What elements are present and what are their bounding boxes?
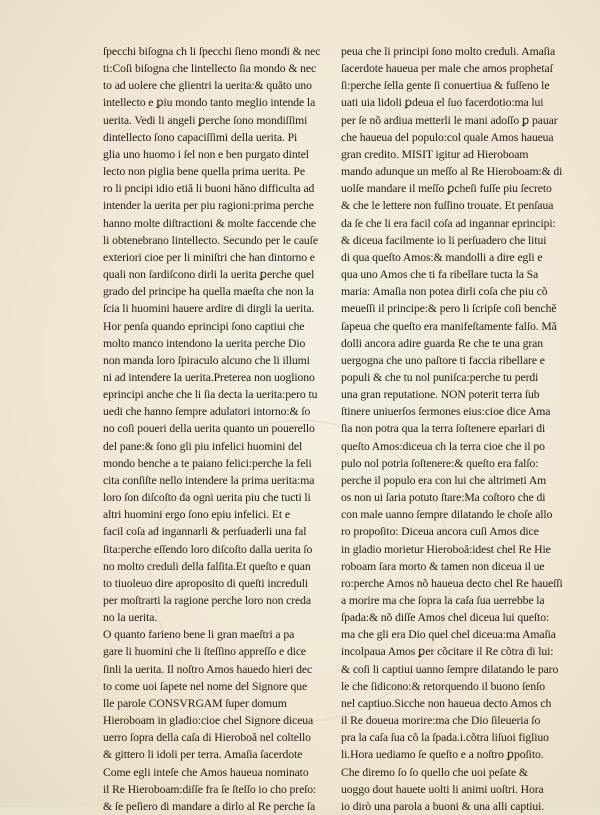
text-line: uerita. Vedi li angeli ꝑerche ſono mondiſſimi [103, 113, 308, 127]
text-line: no molto creduli della falſita.Et queſto e quan [103, 559, 311, 573]
text-line: io dirò una parola a buoni & una alli captiui. [341, 799, 545, 813]
text-line: no la uerita. [103, 611, 158, 625]
text-line: Come egli inteſe che Amos haueua nominato [103, 765, 309, 779]
text-line: ſtinere uniuerſos ſermones eius:cioe dice Ama [341, 405, 551, 419]
text-line: ſpada:& nõ diſſe Amos chel diceua lui queſto: [341, 611, 550, 625]
text-line: ſapeua che queſto era manifeſtamente falſo. Mă [341, 319, 557, 333]
text-line: mondo benche a te paiano felici:perche la feli [103, 456, 312, 470]
text-line: ſia non potra qua la terra ſoſtenere eparlari di [341, 422, 546, 436]
text-line: per moſtrarti la ragione perche loro non creda [103, 594, 311, 607]
text-line: ti:Coſi biſogna che lintellecto ſia mondo & nec [103, 62, 317, 76]
text-line: ſcia li huomini hauere ardire di dirgli la uerita. [103, 302, 315, 316]
text-line: uerro ſopra della caſa di Hieroboă nel coltello [103, 731, 311, 745]
text-line: cita conſiſte nello intendere la prima uerita:ma [103, 473, 315, 487]
text-line: li obtenebrano lintellecto. Secundo per le cauſe [103, 233, 318, 247]
text-line: incolpaua Amos ꝑer cõcitare il Re cõtra di lui: [341, 645, 554, 659]
text-line: perche il populo era con lui che altrimeti Am [341, 473, 547, 487]
text-line: ro li pncipi idio etiă li buoni hăno difficulta ad [103, 182, 315, 196]
text-line: lle parole CONSVRGAM ſuper domum [103, 696, 287, 710]
text-line: dintellecto ſono capaciſſimi della uerita. Pi [103, 130, 298, 144]
text-line: glia uno huomo i ſel non e ben purgato dintel [103, 147, 309, 161]
text-line: ma che gli era Dio quel chel diceua:ma Amaſia [341, 628, 556, 642]
text-line: & gittero li idoli per terra. Amaſia ſacerdote [103, 748, 303, 762]
text-line: qua uno Amos che ti fa ribellare tucta la Sa [341, 268, 539, 282]
text-line: altri huomini ergo ſono epiu infelici. Et e [103, 508, 290, 522]
right-text-column [341, 43, 571, 815]
text-line: che haueua del populo:col quale Amos haueua [341, 130, 554, 144]
text-line: non manda loro ſpiraculo alcuno che li illumi [103, 353, 310, 367]
text-line: in gladio morietur Hieroboă:idest chel Re Hie [341, 542, 551, 556]
text-line: meueſſi il principe:& pero li ſcripſe coſi benchĕ [341, 302, 557, 316]
text-line: facil coſa ad ingannarli & perſuaderli una fal [103, 525, 307, 539]
text-line: uati uia lidoli ꝑdeua el ſuo facerdotio:ma lui [341, 96, 544, 110]
text-line: ſacerdote haueua per male che amos prophetaſ [341, 62, 553, 76]
text-line: uergogna che uno paſtore ti faccia ribellare e [341, 353, 545, 367]
text-line: queſto Amos:diceua ch la terra cioe che il po [341, 439, 545, 453]
text-line: maria: Amaſia non potea dirli coſa che piu cõ [341, 285, 548, 299]
text-line: dolli ancora adire guarda Re che te una gran [341, 336, 543, 350]
left-text-column [103, 43, 325, 815]
text-line: del pane:& ſono gli piu infelici huomini del [103, 439, 303, 453]
text-line: a morire ma che ſopra la caſa ſua uerrebbe la [341, 594, 545, 607]
text-line: & coſi li captiui uanno ſempre dilatando le paro [341, 662, 559, 676]
text-line: grado del principe ha quella maeſta che non la [103, 285, 314, 299]
text-line: lecto non piglia bene quella prima uerita. Pe [103, 165, 305, 179]
text-line: exteriori cioe per li miniſtri che han dintorno e [103, 250, 315, 264]
text-line: una gran reputatione. NON poterit terra ſub [341, 388, 540, 402]
text-line: di qua queſto Amos:& mandolli a dire egli e [341, 250, 543, 264]
text-line: gran credito. MISIT igitur ad Hieroboam [341, 147, 529, 161]
text-line: ro propoſito: Diceua ancora cuſi Amos dice [341, 525, 539, 539]
text-line: & che le lettere non fuſſino trouate. Et penſaua [341, 199, 554, 213]
text-line: ni ad intendere la uerita.Preterea non uogliono [103, 370, 315, 384]
text-line: con male uanno ſempre dilatando le choſe allo [341, 508, 553, 522]
text-line: ſita:perche eſſendo loro diſcoſto dalla uerita ſo [103, 542, 313, 556]
text-line: uolſe mandare il meſſo ꝑcheſi fuſſe piu ſecreto [341, 182, 552, 196]
text-line: intender la uerita per piu ragioni:prima perche [103, 199, 314, 213]
text-line: Che diremo ſo ſo quello che uoi peſate & [341, 765, 528, 779]
text-line: & diceua facilmente io li perſuadero che litui [341, 233, 547, 247]
text-line: il Re doueua morire:ma che Dio ſileueria ſo [341, 714, 541, 728]
text-line: peua che li principi ſono molto creduli. Amaſia [341, 45, 556, 58]
text-line: O quanto farieno bene li gran maeſtri a pa [103, 628, 295, 642]
text-line: quali non ſardiſcono dirli la uerita ꝑerche quel [103, 268, 315, 282]
text-line: roboam ſara morto & tamen non diceua il ue [341, 559, 545, 573]
text-line: gare li huomini che li ſteſſino appreſſo e dice [103, 645, 307, 659]
text-line: hanno molte diſtractioni & molte faccende che [103, 216, 316, 230]
text-line: os non ui ſaria potuto ſtare:Ma coſtoro che di [341, 491, 546, 505]
text-line: Hieroboam in gladio:cioe chel Signore diceua [103, 714, 314, 728]
text-line: no coſi poueri della uerita quanto un pouerello [103, 422, 315, 436]
text-line: loro ſon diſcoſto da ogni uerita piu che tucti li [103, 491, 311, 505]
text-line: uedi che hanno ſempre adulatori intorno:& ſo [103, 405, 311, 419]
text-line: eprincipi anche che li ſia decta la uerita:pero tu [103, 388, 318, 402]
text-line: intellecto e ꝑiu mondo tanto meglio intende la [103, 96, 316, 110]
text-line: molto manco intendono la uerita perche Dio [103, 336, 306, 350]
text-line: il Re Hieroboam:diſſe fra ſe ſteſſo io cho preſo: [103, 782, 317, 796]
text-line: pra la caſa ſua cõ la ſpada.i.cõtra liſuoi figliuo [341, 731, 549, 745]
text-line: ſpecchi biſogna ch li ſpecchi ſieno mondi & nec [103, 45, 321, 58]
text-line: nel captiuo.Sicche non haueua decto Amos ch [341, 696, 552, 710]
text-line: per ſe nõ ardiua metterli le mani adoſſo ꝑ pauar [341, 113, 558, 127]
text-line: uoggo dout hauete uolti li animi uoſtri. Hora [341, 782, 544, 796]
text-line: to ad uolere che glientri la uerita:& quăto uno [103, 79, 312, 93]
text-line: to tiuoleuo dire aproposito di queſti increduli [103, 576, 308, 590]
text-line: ſi:perche ſella gente ſi conuertiua & fuſſeno le [341, 79, 550, 93]
text-line: pulo nol potria ſoſtenere:& queſto era falſo: [341, 456, 539, 470]
text-line: le che ſidicono:& retorquendo il buono ſenſo [341, 679, 545, 693]
text-line: to come uoi ſapete nel nome del Signore que [103, 679, 308, 693]
text-line: li.Hora uediamo ſe queſto e a noſtro ꝑpoſito. [341, 748, 544, 762]
text-line: da ſe che li era facil coſa ad ingannar eprincipi: [341, 216, 556, 230]
text-line: Hor penſa quando eprincipi ſono captiui che [103, 319, 305, 333]
text-line: populi & che tu nol puniſca:perche tu perdi [341, 370, 539, 384]
text-line: & ſe peſiero di mandare a dirlo al Re perche ſa [103, 799, 316, 813]
text-line: mando adunque un meſſo al Re Hieroboam:& di [341, 165, 563, 179]
text-line: ſinli la uerita. Il noſtro Amos hauedo hieri dec [103, 662, 313, 676]
text-line: ro:perche Amos nõ haueua decto chel Re haueſſi [341, 576, 563, 590]
